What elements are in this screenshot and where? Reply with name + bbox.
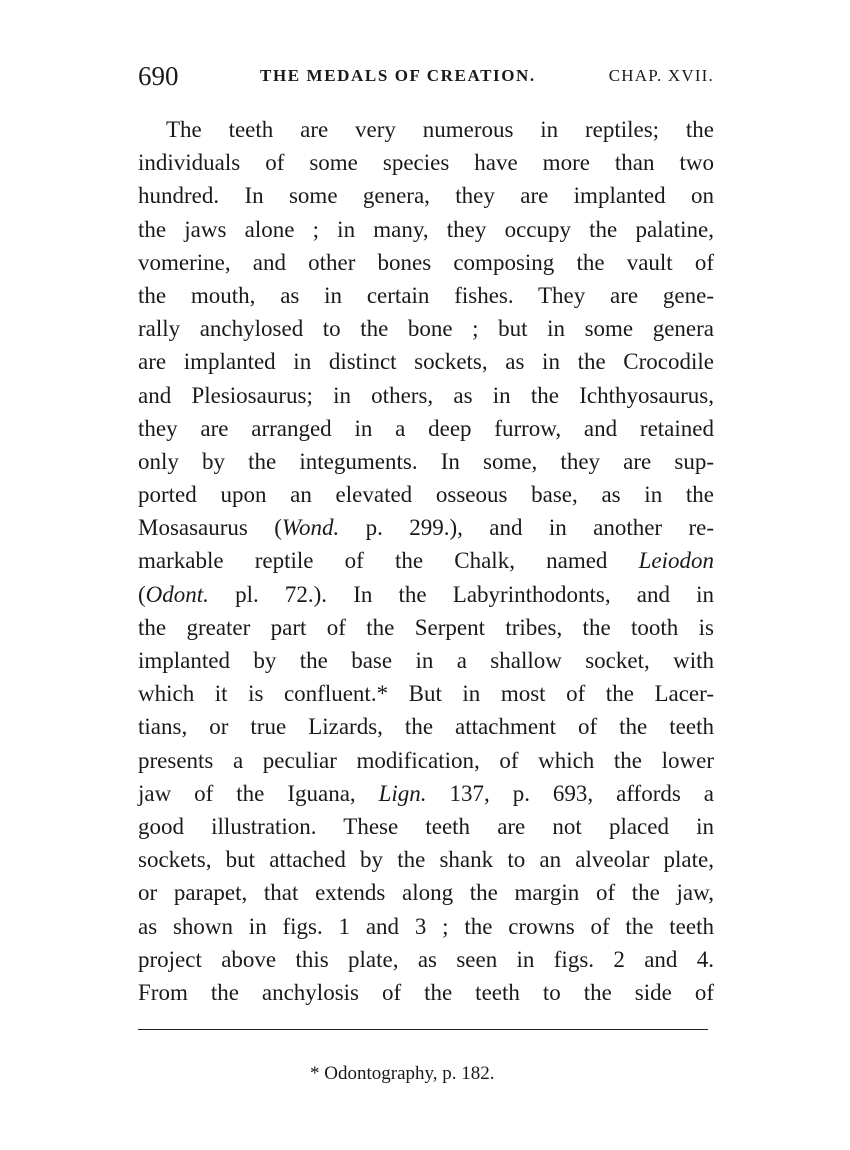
footnote-divider xyxy=(138,1029,708,1030)
text-line: as shown in figs. 1 and 3 ; the crowns of the teeth xyxy=(138,913,714,939)
text-line xyxy=(138,544,714,577)
text-line: The teeth are very numerous in reptiles; the xyxy=(166,117,714,142)
text-line: which it is confluent.* But in most of the Lacer- xyxy=(138,681,714,707)
text-line: the jaws alone ; in many, they occupy the palatine, xyxy=(138,216,714,242)
text-run: markable reptile of the Chalk, named xyxy=(138,548,639,574)
page-number: 690 xyxy=(138,61,179,91)
text-run: jaw of the Iguana, xyxy=(138,780,379,806)
italic-citation: Lign. xyxy=(378,780,427,806)
text-line: From the anchylosis of the teeth to the side of xyxy=(138,979,714,1005)
text-line: the mouth, as in certain fishes. They are gene- xyxy=(138,282,714,308)
text-line xyxy=(138,777,714,810)
text-line: tians, or true Lizards, the attachment of the teeth xyxy=(138,714,714,740)
italic-citation: Wond. xyxy=(281,515,340,541)
text-run: ( xyxy=(138,581,146,607)
text-line: only by the integuments. In some, they are sup- xyxy=(138,448,714,474)
text-line: or parapet, that extends along the margin of the jaw, xyxy=(138,880,714,906)
text-line: and Plesiosaurus; in others, as in the Ichthyosaurus, xyxy=(138,382,714,408)
text-run: Mosasaurus ( xyxy=(138,515,282,541)
text-line: vomerine, and other bones composing the vault of xyxy=(138,249,714,275)
text-line xyxy=(138,578,714,611)
text-run: p. 299.), and in another re- xyxy=(339,515,714,541)
text-line: individuals of some species have more than two xyxy=(138,150,714,176)
text-line: rally anchylosed to the bone ; but in some genera xyxy=(138,316,714,342)
text-line: presents a peculiar modification, of which the lower xyxy=(138,747,714,773)
text-line: good illustration. These teeth are not placed in xyxy=(138,813,714,839)
text-run: pl. 72.). In the Labyrinthodonts, and in xyxy=(208,581,714,607)
chapter-label: CHAP. XVII. xyxy=(608,66,714,85)
text-line: the greater part of the Serpent tribes, the tooth is xyxy=(138,614,714,640)
text-line: project above this plate, as seen in figs. 2 and 4. xyxy=(138,946,714,972)
text-line: hundred. In some genera, they are implanted on xyxy=(138,183,714,209)
text-line: implanted by the base in a shallow socket, with xyxy=(138,648,714,673)
text-run: 137, p. 693, affords a xyxy=(426,780,714,806)
running-title: THE MEDALS OF CREATION. xyxy=(260,66,536,85)
text-line: ported upon an elevated osseous base, as in the xyxy=(138,482,714,508)
text-line: they are arranged in a deep furrow, and retained xyxy=(138,415,714,441)
text-line xyxy=(138,511,714,544)
body-paragraph xyxy=(138,113,714,1009)
running-header xyxy=(138,58,714,94)
footnote: * Odontography, p. 182. xyxy=(310,1063,495,1084)
italic-genus-name: Leiodon xyxy=(638,548,714,574)
text-line: are implanted in distinct sockets, as in the Crocodile xyxy=(138,349,714,375)
italic-citation: Odont. xyxy=(145,581,209,607)
text-line: sockets, but attached by the shank to an alveolar plate, xyxy=(138,847,714,873)
